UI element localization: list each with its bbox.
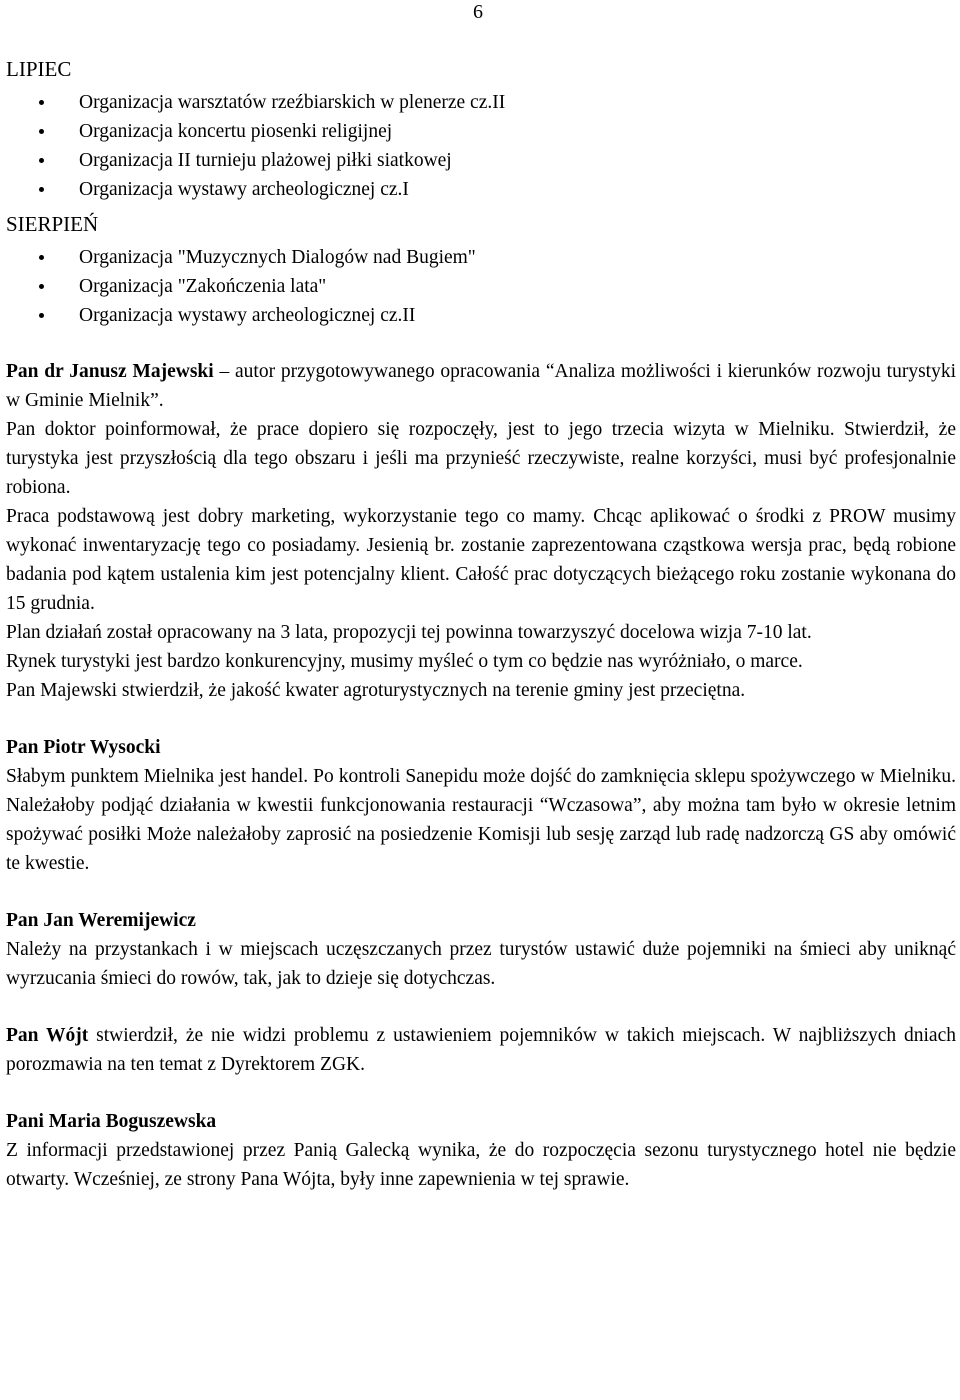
list-sierpien [6,243,956,330]
heading-sierpien: SIERPIEŃ [6,212,99,236]
majewski-intro [6,357,956,415]
statement-majewski [6,357,956,705]
speaker-name: Pan Wójt [6,1025,89,1046]
list-item: Organizacja "Muzycznych Dialogów nad Bugiem" [6,243,956,272]
wojt-text: stwierdził, że nie widzi problemu z ustawieniem pojemników w takich miejscach. W najbliższych dniach porozmawia na ten temat z Dyrektorem ZGK. [6,1025,956,1075]
paragraph: Praca podstawową jest dobry marketing, wykorzystanie tego co mamy. Chcąc aplikować o środki z PROW musimy wykonać inwentaryzację tego co posiadamy. Jesienią br. zostanie zaprezentowana cząstkowa wersja prac, będą robione badania pod kątem ustalenia kim jest potencjalny klient. Całość prac dotyczących bieżącego roku zostanie wykonana do 15 grudnia. [6,506,956,614]
speaker-name: Pani Maria Boguszewska [6,1111,217,1132]
paragraph: Należy na przystankach i w miejscach uczęszczanych przez turystów ustawić duże pojemniki na śmieci aby uniknąć wyrzucania śmieci do rowów, tak, jak to dzieje się dotychczas. [6,939,956,989]
list-item: Organizacja warsztatów rzeźbiarskich w plenerze cz.II [6,88,956,117]
paragraph: Z informacji przedstawionej przez Panią Galecką wynika, że do rozpoczęcia sezonu turystycznego hotel nie będzie otwarty. Wcześniej, ze strony Pana Wójta, były inne zapewnienia w tej sprawie. [6,1140,956,1190]
list-item: Organizacja koncertu piosenki religijnej [6,117,956,146]
list-lipiec [6,88,956,204]
majewski-intro-text: – autor przygotowywanego opracowania “Analiza możliwości i kierunków rozwoju turystyki w Gminie Mielnik”. [6,361,956,411]
paragraph: Słabym punktem Mielnika jest handel. Po kontroli Sanepidu może dojść do zamknięcia sklepu spożywczego w Mielniku. Należałoby podjąć działania w kwestii funkcjonowania restauracji “Wczasowa”, aby można tam było w okresie letnim spożywać posiłki Może należałoby zaprosić na posiedzenie Komisji lub sesję zarząd lub radę nadzorczą GS aby omówić te kwestie. [6,766,956,874]
paragraph: Plan działań został opracowany na 3 lata, propozycji tej powinna towarzyszyć docelowa wizja 7-10 lat. [6,622,812,643]
paragraph [6,1021,956,1079]
statement-weremijewicz [6,906,956,993]
section-sierpien [6,209,956,330]
speaker-name: Pan Piotr Wysocki [6,737,161,758]
statement-wysocki [6,733,956,878]
heading-lipiec: LIPIEC [6,57,72,81]
paragraph: Pan doktor poinformował, że prace dopiero się rozpoczęły, jest to jego trzecia wizyta w Mielniku. Stwierdził, że turystyka jest przyszłością dla tego obszaru i jeśli ma przynieść rzeczywiste, realne korzyści, musi być profesjonalnie robiona. [6,419,956,498]
section-lipiec [6,54,956,204]
speaker-name: Pan dr Janusz Majewski [6,361,214,382]
list-item: Organizacja wystawy archeologicznej cz.II [6,301,956,330]
paragraph: Pan Majewski stwierdził, że jakość kwater agroturystycznych na terenie gminy jest przeciętna. [6,680,746,701]
list-item: Organizacja "Zakończenia lata" [6,272,956,301]
document-body [6,54,956,1194]
page-number: 6 [473,1,483,23]
paragraph: Rynek turystyki jest bardzo konkurencyjny, musimy myśleć o tym co będzie nas wyróżniało, o marce. [6,651,803,672]
speaker-name: Pan Jan Weremijewicz [6,910,196,931]
list-item: Organizacja wystawy archeologicznej cz.I [6,175,956,204]
statement-wojt [6,1021,956,1079]
list-item: Organizacja II turnieju plażowej piłki siatkowej [6,146,956,175]
statement-boguszewska [6,1107,956,1194]
